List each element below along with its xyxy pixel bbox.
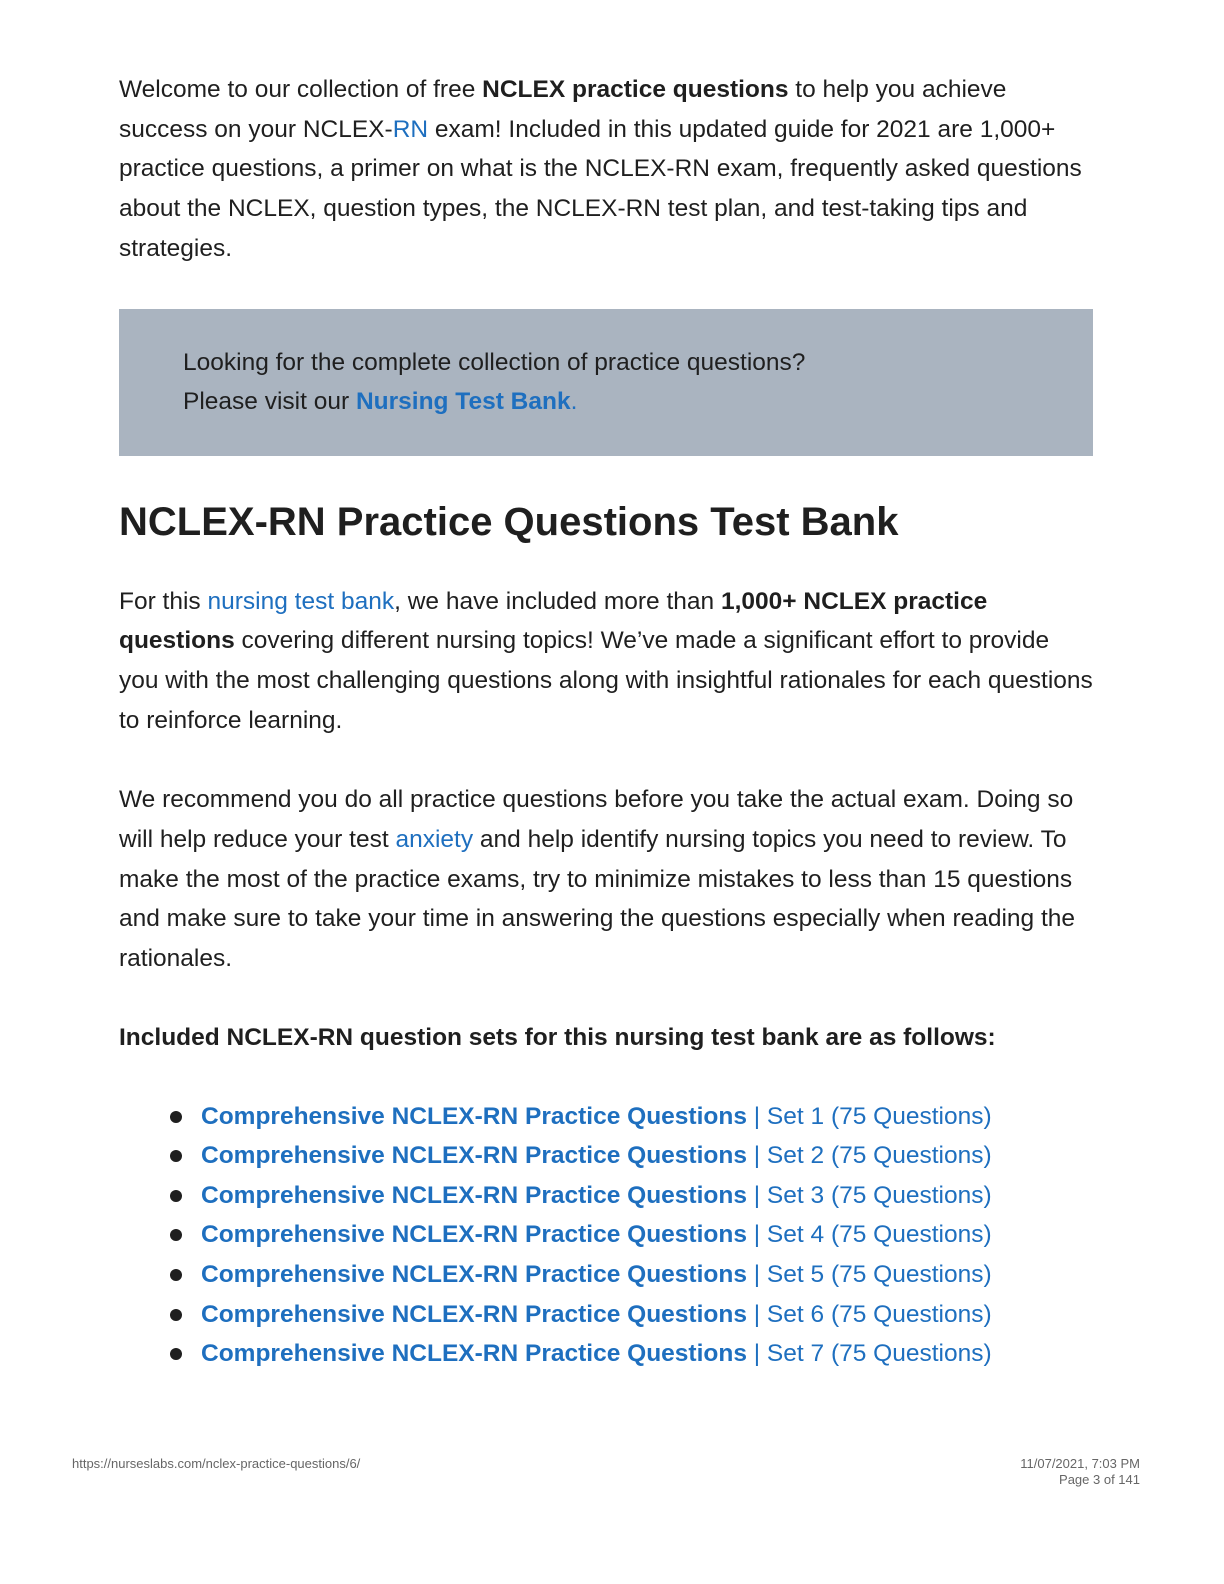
set-6-suffix-link[interactable]: | Set 6 (75 Questions) [746,1300,992,1328]
recommendation-paragraph [119,780,1093,979]
set-3-suffix-link[interactable]: | Set 3 (75 Questions) [746,1181,992,1209]
set-6-title-link[interactable]: Comprehensive NCLEX-RN Practice Questions [201,1300,747,1328]
bullet-icon [170,1348,182,1360]
intro-text-2: to help you achieve success on your NCLEX- [119,76,1007,143]
bullet-icon [170,1269,182,1281]
section-heading: NCLEX-RN Practice Questions Test Bank [119,499,899,544]
list-item [119,1255,1093,1295]
callout-box [119,309,1093,456]
set-3-title-link[interactable]: Comprehensive NCLEX-RN Practice Questions [201,1181,747,1209]
set-4-title-link[interactable]: Comprehensive NCLEX-RN Practice Questions [201,1221,747,1249]
bullet-icon [170,1190,182,1202]
question-sets-list [119,1097,1093,1374]
intro-text-1: Welcome to our collection of free [119,76,483,103]
list-item [119,1215,1093,1255]
nursing-test-bank-inline-link[interactable]: nursing test bank [207,587,395,615]
list-item [119,1176,1093,1216]
set-1-title-link[interactable]: Comprehensive NCLEX-RN Practice Questions [201,1102,747,1130]
set-2-title-link[interactable]: Comprehensive NCLEX-RN Practice Questions [201,1142,747,1170]
set-7-suffix-link[interactable]: | Set 7 (75 Questions) [746,1340,992,1368]
callout-prefix: Please visit our [183,388,356,416]
page-content [119,70,1093,1374]
set-2-suffix-link[interactable]: | Set 2 (75 Questions) [746,1142,992,1170]
bullet-icon [170,1229,182,1241]
p3-text-1: We recommend you do all practice questions before you take the actual exam. Doing so will help reduce your test [119,786,1074,854]
set-4-suffix-link[interactable]: | Set 4 (75 Questions) [746,1221,992,1249]
bullet-icon [170,1309,182,1321]
callout-line-1: Looking for the complete collection of practice questions? [183,348,806,376]
footer-datetime: 11/07/2021, 7:03 PM [1020,1456,1140,1471]
callout-period: . [570,388,578,416]
p2-bold-count: 1,000+ NCLEX practice questions [119,587,988,655]
anxiety-link[interactable]: anxiety [395,826,474,854]
set-7-title-link[interactable]: Comprehensive NCLEX-RN Practice Questions [201,1340,747,1368]
callout-line-2 [183,382,1093,422]
rn-link[interactable]: RN [392,115,429,143]
footer-url: https://nurseslabs.com/nclex-practice-questions/6/ [72,1456,361,1471]
p2-text-1: For this [119,587,208,615]
p3-text-2: and help identify nursing topics you need to review. To make the most of the practice exams, try to minimize mistakes to less than 15 questions and make sure to take your time in answering the questions especially when reading the rationales. [119,826,1076,973]
set-5-title-link[interactable]: Comprehensive NCLEX-RN Practice Questions [201,1260,747,1288]
set-5-suffix-link[interactable]: | Set 5 (75 Questions) [746,1260,992,1288]
intro-text-3: exam! Included in this updated guide for 2021 are 1,000+ practice questions, a primer on what is the NCLEX-RN exam, frequently asked questions about the NCLEX, question types, the NCLEX-RN test plan, and test-taking tips and strategies. [119,115,1082,262]
p2-text-2: , we have included more than [394,587,721,615]
footer-meta [1020,1456,1140,1488]
list-item [119,1295,1093,1335]
intro-bold-nclex-practice-questions: NCLEX practice questions [482,76,789,103]
question-sets-lead: Included NCLEX-RN question sets for this nursing test bank are as follows: [119,1023,996,1051]
intro-paragraph [119,70,1093,269]
list-item [119,1334,1093,1374]
set-1-suffix-link[interactable]: | Set 1 (75 Questions) [746,1102,992,1130]
list-item [119,1136,1093,1176]
p2-text-3: covering different nursing topics! We’ve made a significant effort to provide you with the most challenging questions along with insightful rationales for each questions to reinforce learning. [119,627,1093,734]
nursing-test-bank-link[interactable]: Nursing Test Bank [355,388,571,416]
test-bank-paragraph [119,582,1093,741]
bullet-icon [170,1150,182,1162]
footer-page-number: Page 3 of 141 [1059,1472,1140,1487]
list-item [119,1097,1093,1137]
bullet-icon [170,1111,182,1123]
